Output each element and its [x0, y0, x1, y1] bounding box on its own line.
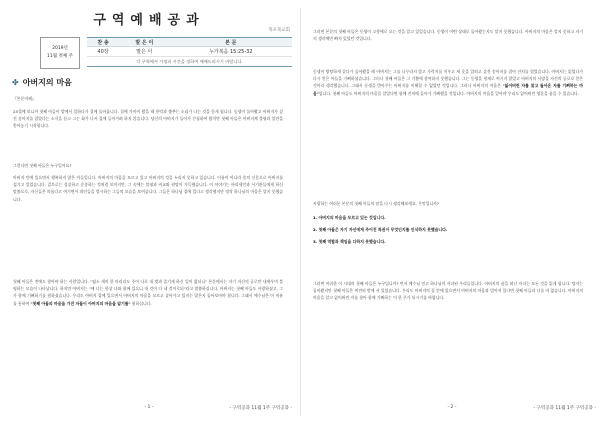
left-paragraph-4: 아버지 안에 있으면서 행복하지 않은 아들입니다. 아버지의 마음을 모르고 있고 아버지의 것을 누리지 못하고 있습니다. 이름이 아니라 종의 신분으로 아버지를 섬기고 있었습니다. 겉으로는 성실하고 순종하는 것처럼 보이지만, 그 속에는 불평과 비교와 원망이 가득했습니다. 이 이야기는 바리새인과 서기관들에게 하신 말씀으로, 자신들은 의롭다고 여기면서 죄인들을 멸시하는 그들의 모습을 보여줍니다. 그들은 하나님 곁에 있다고 생각했지만 정작 하나님의 마음은 알지 못했습니다.	[13, 175, 283, 202]
right-page-number: - 2 -	[447, 405, 457, 410]
section-heading	[12, 77, 72, 88]
right-list-item-1: 1. 아버지의 마음을 모르고 있는 것입니다.	[313, 215, 386, 220]
page-fold-divider	[300, 8, 301, 416]
worship-info-table	[87, 37, 292, 67]
clover-icon: ✤	[12, 78, 19, 87]
col-speaker-header: 말 은 이	[119, 38, 170, 47]
right-page	[304, 0, 600, 424]
left-page-number: - 1 -	[144, 405, 154, 410]
page-title: 구역예배공과	[93, 13, 205, 28]
right-paragraph-1: 그러면 본문의 첫째 아들은 동생이 고향에로 오는 것을 알고 있었습니다. 동생이 어떤 상태로 돌아왔는지도 알지 못했습니다. 아버지의 마음은 알지 못하고 자기의 생각에만 빠져 있었던 것입니다.	[313, 29, 583, 42]
speaker-value: 말은 이	[119, 47, 170, 57]
hymn-value: 40장	[87, 47, 119, 57]
date-box	[40, 37, 80, 69]
left-footer	[0, 405, 298, 410]
right-list-item-3: 3. 첫째 역할과 책임을 다하지 못했습니다.	[313, 239, 386, 244]
right-footer	[304, 405, 600, 410]
right-paragraph-4: 그러면 이러한 이 시대의 첫째 아들은 누구입니까? 먼저 예수님 믿고 하나님의 자녀된 우리들입니다. 아버지의 품을 떠난 자녀는 모든 것을 잃게 됩니다. 탕자는 돌아왔지만 첫째 아들은 여전히 밖에 서 있었습니다. 우리도 아버지의 집 안에 있으면서 아버지의 마음과 멀어져 있다면 첫째 아들과 다를 바 없습니다. 아버지의 마음을 알고 잃어버린 자를 찾아 함께 기뻐하는 이 한 주가 되시기를 바랍니다.	[313, 281, 583, 301]
left-paragraph-5-text: 첫째 아들은 전에도 찾아야 하는 사람입니다. "염소 새끼 한 마리라도 주어 나로 내 벗과 즐기게 하신 일이 없더니" 본문에서는 자기 자신의 공로만 내세우며 불평하는 모습이 나타납니다. 하지만 아버지는 "얘 너는 항상 나와 함께 있으니 내 것이 다 네 것이로되"라고 말씀하십니다. 아버지는 첫째 아들도 사랑하셨고, 그가 함께 기뻐하기를 원하셨습니다. 우리도 아버지 곁에 있으면서 아버지의 마음을 모르고 살아가고 있지는 않은지 돌아보아야 합니다. 그래서 예수님은 이 비유를 통하여 "첫째 아들의 마음을 가진 자들이 아버지의 마음을 알기를" 원하십니다.	[13, 279, 283, 306]
right-paragraph-2	[313, 68, 583, 97]
section-heading-text: 아버지의 마음	[22, 78, 72, 87]
date-week: 11월 첫째 주	[47, 54, 73, 59]
table-note: 각 구역에서 가정과 시간을 정하여 예배드리시기 바랍니다.	[87, 57, 292, 67]
scripture-value: 누가복음 15:25-32	[170, 47, 292, 57]
right-list-item-2: 2. 첫째 아들은 자기 자신에게 주어진 특권이 무엇인지를 인식하지 못했습니다.	[313, 227, 448, 232]
left-paragraph-2: 25절에 보니까 첫째 아들이 밭에서 일하다가 집에 돌아옵니다. 집에 가까이 왔을 때 풍악과 춤추는 소리가 나는 것을 듣게 됩니다. 동생이 돌아왔고 아버지가 살진 송아지를 잡았다는 소식을 듣고 그는 화가 나서 집에 들어가려 하지 않습니다. 당신의 아버지가 들어가 간청하여 왔지만 첫째 아들은 아버지께 불평과 불만을 쏟아놓기 시작합니다.	[13, 109, 283, 129]
left-paragraph-5	[13, 278, 283, 307]
left-page	[0, 0, 298, 424]
left-paragraph-3: 그렇다면 첫째 아들은 누구일까요?	[13, 163, 72, 168]
col-scripture-header: 본 문	[170, 38, 292, 47]
right-paragraph-3: 사랑하는 여러분 본문의 첫째 아들의 말을 다시 생각해보세요. 무엇입니까?	[313, 201, 439, 206]
col-hymn-header: 찬 송	[87, 38, 119, 47]
left-paragraph-1: 『본문이해』	[13, 96, 36, 101]
right-paragraph-2-text: 동생이 방탕하게 살다가 돌아왔을 때 아버지는 그를 나무라지 않고 가락지를 끼우고 새 옷을 입히고 살진 송아지를 잡아 잔치를 열었습니다. 아버지는 잃었다가 다시 얻은 아들을 기뻐하셨습니다. 그러나 첫째 아들은 그 기쁨에 참여하지 못했습니다. 그는 동생을 형제로 여기지 않았고 아버지의 사랑을 자신의 공로로 얻은 것이라 생각했습니다. 그래서 동생을 받아주는 아버지를 이해할 수 없었던 것입니다. 그러나 아버지의 마음은 "잃어버린 자를 찾고 돌아온 자를 기뻐하는 마음"입니다. 첫째 아들도 아버지의 마음을 알았다면 함께 잔치에 들어가 기뻐했을 것입니다. 아버지의 마음을 알아야 우리도 잃어버린 영혼을 품을 수 있습니다.	[313, 69, 583, 96]
date-year: 2019년	[52, 46, 68, 51]
right-footer-caption: - 구역공과 11월 1주 구역공과 -	[533, 406, 596, 411]
left-footer-caption: - 구역공과 11월 1주 구역공과 -	[229, 406, 292, 411]
church-name: 목포북교회	[268, 28, 290, 33]
